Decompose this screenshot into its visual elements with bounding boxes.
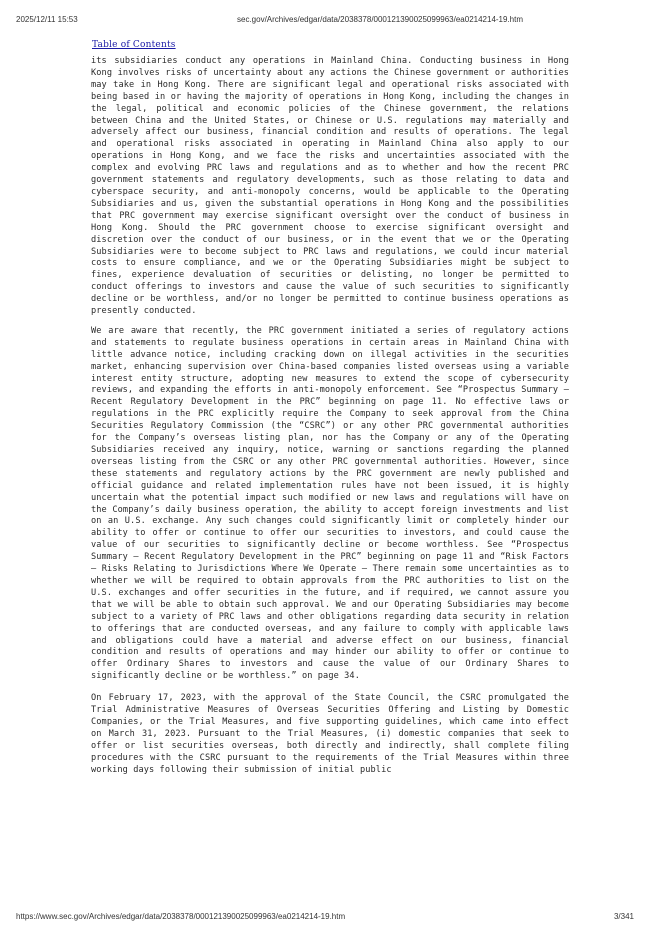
page-number: 3/341 (613, 912, 634, 921)
print-header-url: sec.gov/Archives/edgar/data/2038378/000121390025099963/ea0214214-19.htm (237, 15, 524, 24)
table-of-contents-link[interactable]: Table of Contents (92, 40, 176, 50)
print-footer-url: https://www.sec.gov/Archives/edgar/data/2038378/000121390025099963/ea0214214-19.htm (16, 912, 346, 921)
paragraph-prc-regulatory-actions: We are aware that recently, the PRC government initiated a series of regulatory actions and statements to regulate business operations in certain areas in Mainland China with little advance notice, including cracking down on illegal activities in the securities market, enhancing supervision over China-based companies listed overseas using a variable interest entity structure, adopting new measures to extend the scope of cybersecurity reviews, and expanding the efforts in anti-monopoly enforcement. See “Prospectus Summary — Recent Regulatory Development in the PRC” beginning on page 11. No effective laws or regulations in the PRC explicitly require the Company to seek approval from the China Securities Regulatory Commission (the “CSRC”) or any other PRC governmental authorities for the Company’s overseas listing plan, nor has the Company or any of the Operating Subsidiaries received any inquiry, notice, warning or sanctions regarding the planned overseas listing from the CSRC or any other PRC governmental authorities. However, since these statements and regulatory actions by the PRC government are newly published and official guidance and related implementation rules have not been issued, it is highly uncertain what the potential impact such modified or new laws and regulations will have on the Company’s daily business operation, the ability to accept foreign investments and list on an U.S. exchange. Any such changes could significantly limit or completely hinder our ability to offer or continue to offer our securities to investors, and could cause the value of our securities to significantly decline or become worthless. See “Prospectus Summary — Recent Regulatory Development in the PRC” beginning on page 11 and “Risk Factors — Risks Relating to Jurisdictions Where We Operate — There remain some uncertainties as to whether we will be required to obtain approvals from the PRC authorities to list on the U.S. exchanges and offer securities in the future, and if required, we cannot assure you that we will be able to obtain such approval. We and our Operating Subsidiaries may become subject to a variety of PRC laws and other obligations regarding data security in relation to offerings that are conducted overseas, and any failure to comply with applicable laws and obligations could have a material and adverse effect on our business, financial condition and results of operations and may hinder our ability to offer or continue to offer Ordinary Shares to investors and cause the value of our Ordinary Shares to significantly decline or be worthless.” on page 34. (91, 325, 569, 682)
browser-print-footer (16, 912, 646, 924)
paragraph-hong-kong-risks: its subsidiaries conduct any operations in Mainland China. Conducting business in Hong Kong involves risks of uncertainty about any actions the Chinese government or authorities may take in Hong Kong. There are significant legal and operational risks associated with being based in or having the majority of operations in Hong Kong, including the changes in the legal, political and economic policies of the Chinese government, the relations between China and the United States, or Chinese or U.S. regulations may materially and adversely affect our business, financial condition and results of operations. The legal and operational risks associated in operating in Mainland China also apply to our operations in Hong Kong, and we face the risks and uncertainties associated with the complex and evolving PRC laws and regulations and as to whether and how the recent PRC government statements and regulatory developments, such as those relating to data and cyberspace security, and anti-monopoly concerns, would be applicable to the Operating Subsidiaries and us, given the substantial operations in Hong Kong and the possibilities that PRC government may exercise significant oversight over the conduct of business in Hong Kong. Should the PRC government choose to exercise significant oversight and discretion over the conduct of our business, or in the event that we or the Operating Subsidiaries were to become subject to PRC laws and regulations, we could incur material costs to ensure compliance, and we or the Operating Subsidiaries might be subject to fines, experience devaluation of securities or delisting, no longer be permitted to conduct offerings to investors and cause the value of such securities to significantly decline or be worthless, and/or no longer be permitted to continue business operations as presently conducted. (91, 56, 569, 317)
print-datetime: 2025/12/11 15:53 (16, 15, 78, 24)
browser-print-header (16, 15, 646, 27)
document-body (91, 56, 569, 776)
paragraph-trial-measures: On February 17, 2023, with the approval of the State Council, the CSRC promulgated the Trial Administrative Measures of Overseas Securities Offering and Listing by Domestic Companies, or the Trial Measures, and five supporting guidelines, which came into effect on March 31, 2023. Pursuant to the Trial Measures, (i) domestic companies that seek to offer or list securities overseas, both directly and indirectly, shall complete filing procedures with the CSRC pursuant to the requirements of the Trial Measures within three working days following their submission of initial public (91, 693, 569, 775)
